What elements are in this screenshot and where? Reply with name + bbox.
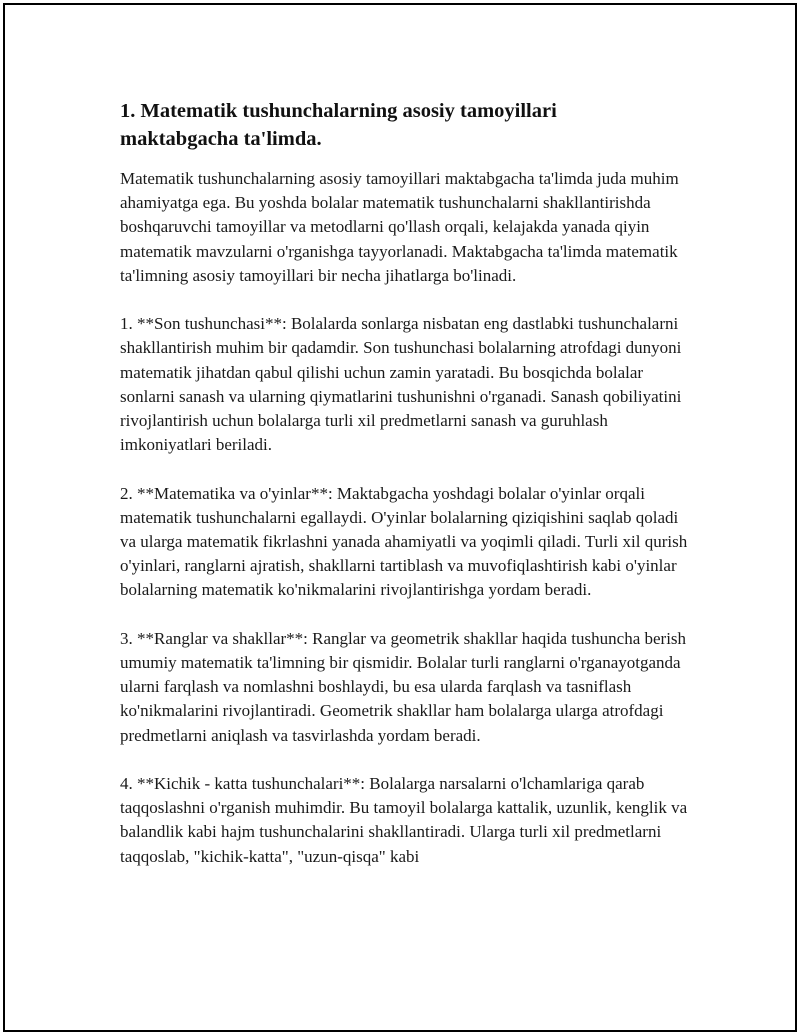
paragraph-ranglar-va-shakllar: 3. **Ranglar va shakllar**: Ranglar va geometrik shakllar haqida tushuncha berish umumiy matematik ta'limning bir qismidir. Bolalar turli ranglarni o'rganayotganda ularni farqlash va nomlashni boshlaydi, bu esa ularda farqlash va tasniflash ko'nikmalarini rivojlantiradi. Geometrik shakllar ham bolalarga ularga atrofdagi predmetlarni aniqlash va tasvirlashda yordam beradi. bbox=[120, 628, 687, 745]
document-page bbox=[3, 3, 797, 1032]
title-line-1: 1. Matematik tushunchalarning asosiy tamoyillari bbox=[120, 100, 557, 122]
intro-paragraph: Matematik tushunchalarning asosiy tamoyillari maktabgacha ta'limda juda muhim ahamiyatga ega. Bu yoshda bolalar matematik tushunchalarni shakllantirishda boshqaruvchi tamoyillar va metodlarni qo'llash orqali, kelajakda yanada qiyin matematik mavzularni o'rganishga tayyorlanadi. Maktabgacha ta'limda matematik ta'limning asosiy tamoyillari bir necha jihatlarga bo'linadi. bbox=[120, 169, 679, 285]
paragraph-matematika-va-oyinlar: 2. **Matematika va o'yinlar**: Maktabgacha yoshdagi bolalar o'yinlar orqali matematik tushunchalarni egallaydi. O'yinlar bolalarning qiziqishini saqlab qoladi va ularga matematik fikrlashni yanada ahamiyatli va yoqimli qiladi. Turli xil qurish o'yinlari, ranglarni ajratish, shakllarni tartiblash va muvofiqlashtirish kabi o'yinlar bolalarning matematik ko'nikmalarini rivojlantirishga yordam beradi. bbox=[120, 483, 688, 600]
paragraph-son-tushunchasi: 1. **Son tushunchasi**: Bolalarda sonlarga nisbatan eng dastlabki tushunchalarni shakllantirish muhim bir qadamdir. Son tushunchasi bolalarning atrofdagi dunyoni matematik jihatdan qabul qilishi uchun zamin yaratadi. Bu bosqichda bolalar sonlarni sanash va ularning qiymatlarini tushunishni o'rganadi. Sanash qobiliyatini rivojlantirish uchun bolalarga turli xil predmetlarni sanash va guruhlash imkoniyatlari beriladi. bbox=[120, 314, 682, 455]
document-body bbox=[120, 97, 690, 893]
document-title bbox=[120, 97, 690, 153]
paragraph-kichik-katta: 4. **Kichik - katta tushunchalari**: Bolalarga narsalarni o'lchamlariga qarab taqqoslashni o'rganish muhimdir. Bu tamoyil bolalarga kattalik, uzunlik, kenglik va balandlik kabi hajm tushunchalarini shakllantiradi. Ularga turli xil predmetlarni taqqoslab, "kichik-katta", "uzun-qisqa" kabi bbox=[120, 774, 688, 866]
title-line-2: maktabgacha ta'limda. bbox=[120, 128, 322, 150]
